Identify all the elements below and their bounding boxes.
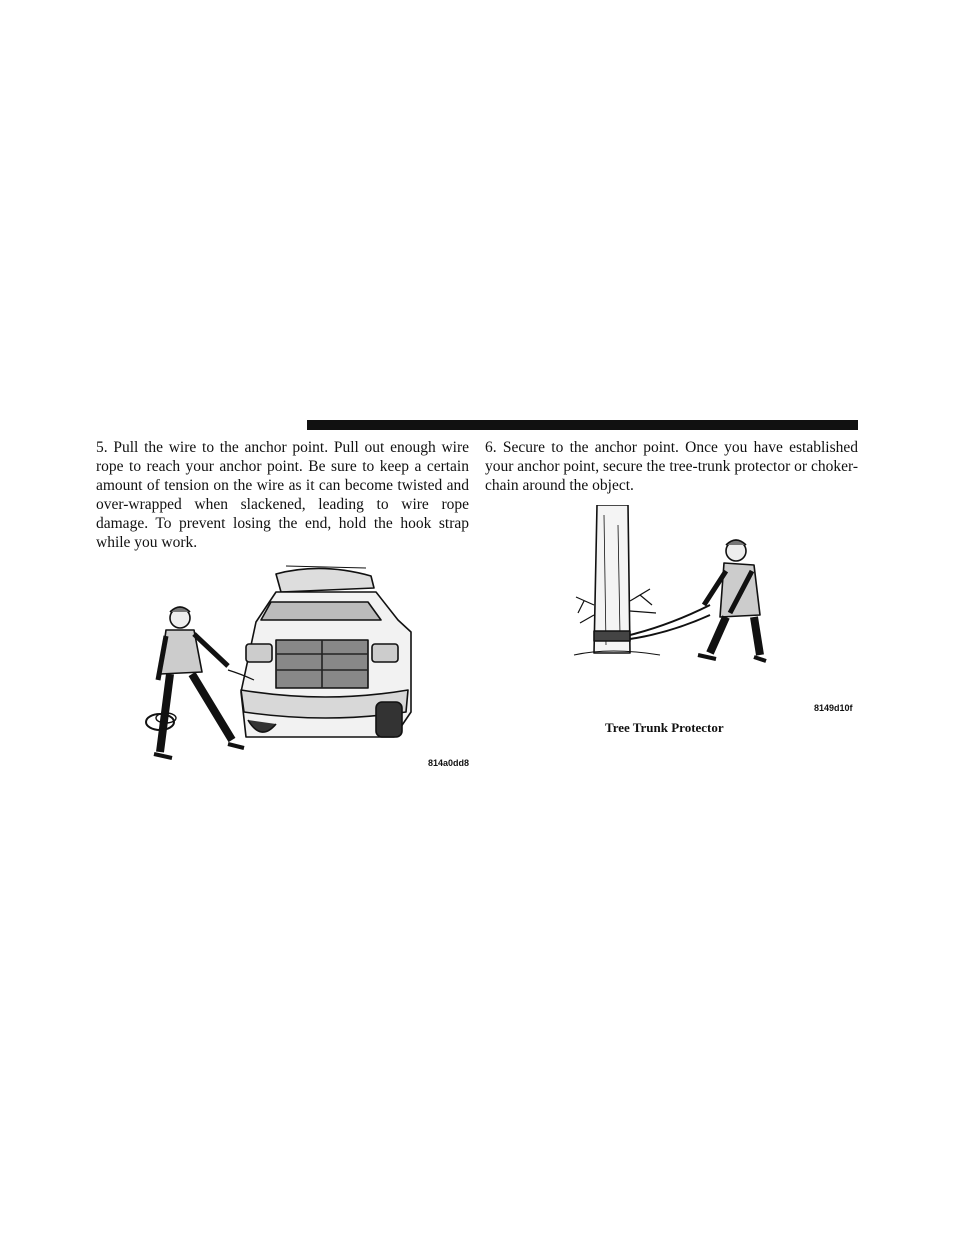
section-header-bar	[307, 420, 858, 430]
figure-code-right: 8149d10f	[814, 703, 853, 713]
winch-pull-illustration	[136, 562, 436, 772]
step-5-paragraph: 5. Pull the wire to the anchor point. Pull out enough wire rope to reach your anchor point. Be sure to keep a certain amount of tension on the wire as it can become twisted and over-wrapped when slackened, leading to wire rope damage. To prevent losing the end, hold the hook strap while you work.	[96, 439, 469, 551]
figure-code-left: 814a0dd8	[428, 758, 470, 768]
step-6-paragraph: 6. Secure to the anchor point. Once you have established your anchor point, secure the tree-trunk protector or choker-chain around the object.	[485, 439, 858, 494]
tree-trunk-protector-illustration	[570, 505, 775, 675]
figure-caption: Tree Trunk Protector	[605, 720, 724, 735]
